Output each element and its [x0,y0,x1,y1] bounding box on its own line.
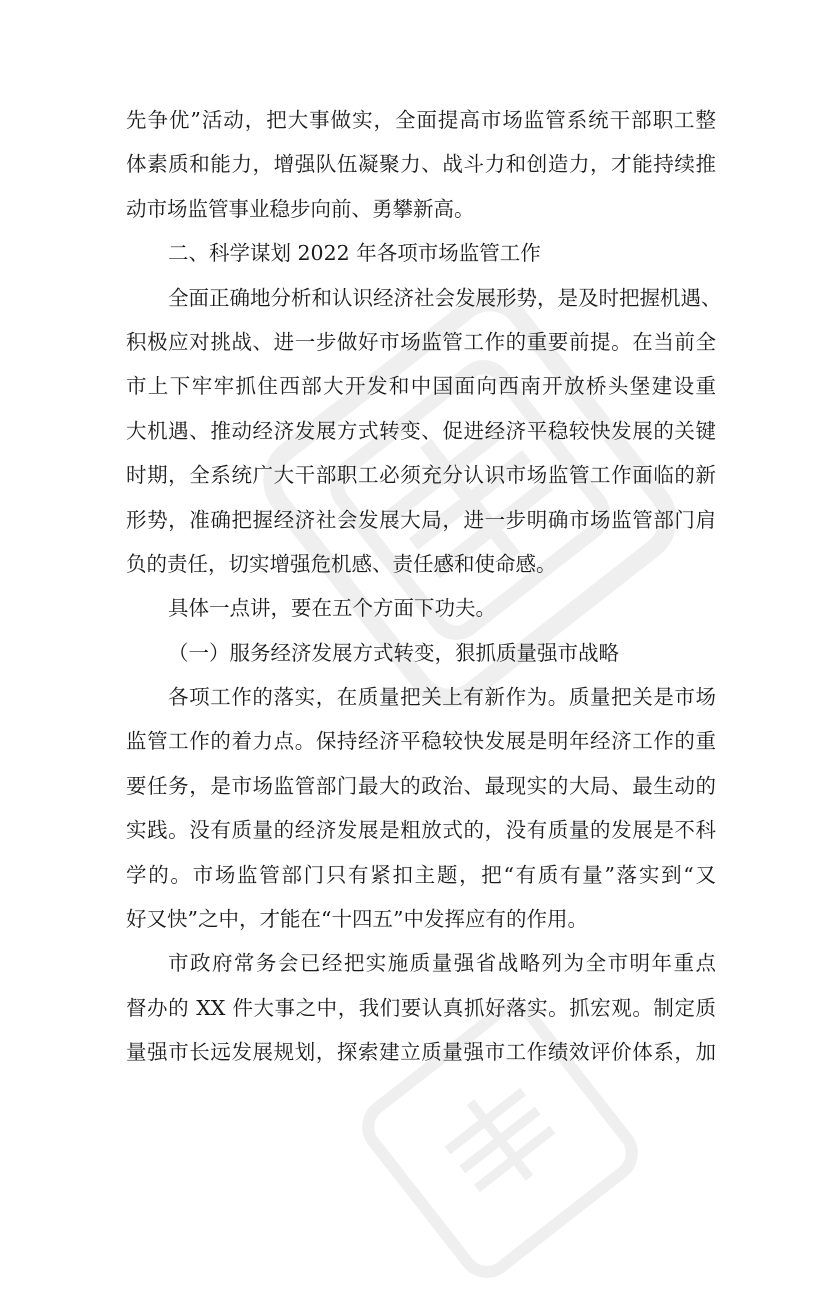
text-line: 实践。没有质量的经济发展是粗放式的，没有质量的发展是不科 [126,818,716,843]
text-line: 时期，全系统广大干部职工必须充分认识市场监管工作面临的新 [126,463,716,488]
text-line: 先争优”活动，把大事做实，全面提高市场监管系统干部职工整 [126,108,716,132]
text-line: （一）服务经济发展方式转变，狠抓质量强市战略 [168,640,619,665]
text-line: 市政府常务会已经把实施质量强省战略列为全市明年重点 [168,951,716,976]
text-line: 形势，准确把握经济社会发展大局，进一步明确市场监管部门肩 [126,507,716,532]
text-line: 体素质和能力，增强队伍凝聚力、战斗力和创造力，才能持续推 [126,152,716,177]
text-line: 负的责任，切实增强危机感、责任感和使命感。 [126,551,557,576]
text-line: 积极应对挑战、进一步做好市场监管工作的重要前提。在当前全 [126,329,716,354]
text-line: 动市场监管事业稳步向前、勇攀新高。 [126,196,475,221]
text-line: 具体一点讲，要在五个方面下功夫。 [168,596,496,621]
text-line: 二、科学谋划 2022 年各项市场监管工作 [168,241,541,266]
document-body [126,98,722,1075]
text-line: 全面正确地分析和认识经济社会发展形势，是及时把握机遇、 [168,285,722,310]
text-line: 好又快”之中，才能在“十四五”中发挥应有的作用。 [126,907,588,932]
text-line: 市上下牢牢抓住西部大开发和中国面向西南开放桥头堡建设重 [126,374,716,399]
text-line: 要任务，是市场监管部门最大的政治、最现实的大局、最生动的 [126,773,716,798]
text-line: 量强市长远发展规划，探索建立质量强市工作绩效评价体系，加 [126,1040,716,1065]
text-line: 各项工作的落实，在质量把关上有新作为。质量把关是市场 [168,685,716,710]
text-line: 监管工作的着力点。保持经济平稳较快发展是明年经济工作的重 [126,729,716,754]
text-line: 督办的 XX 件大事之中，我们要认真抓好落实。抓宏观。制定质 [126,995,716,1020]
text-line: 学的。市场监管部门只有紧扣主题，把“有质有量”落实到“又 [126,862,716,887]
text-line: 大机遇、推动经济发展方式转变、促进经济平稳较快发展的关键 [126,418,716,443]
